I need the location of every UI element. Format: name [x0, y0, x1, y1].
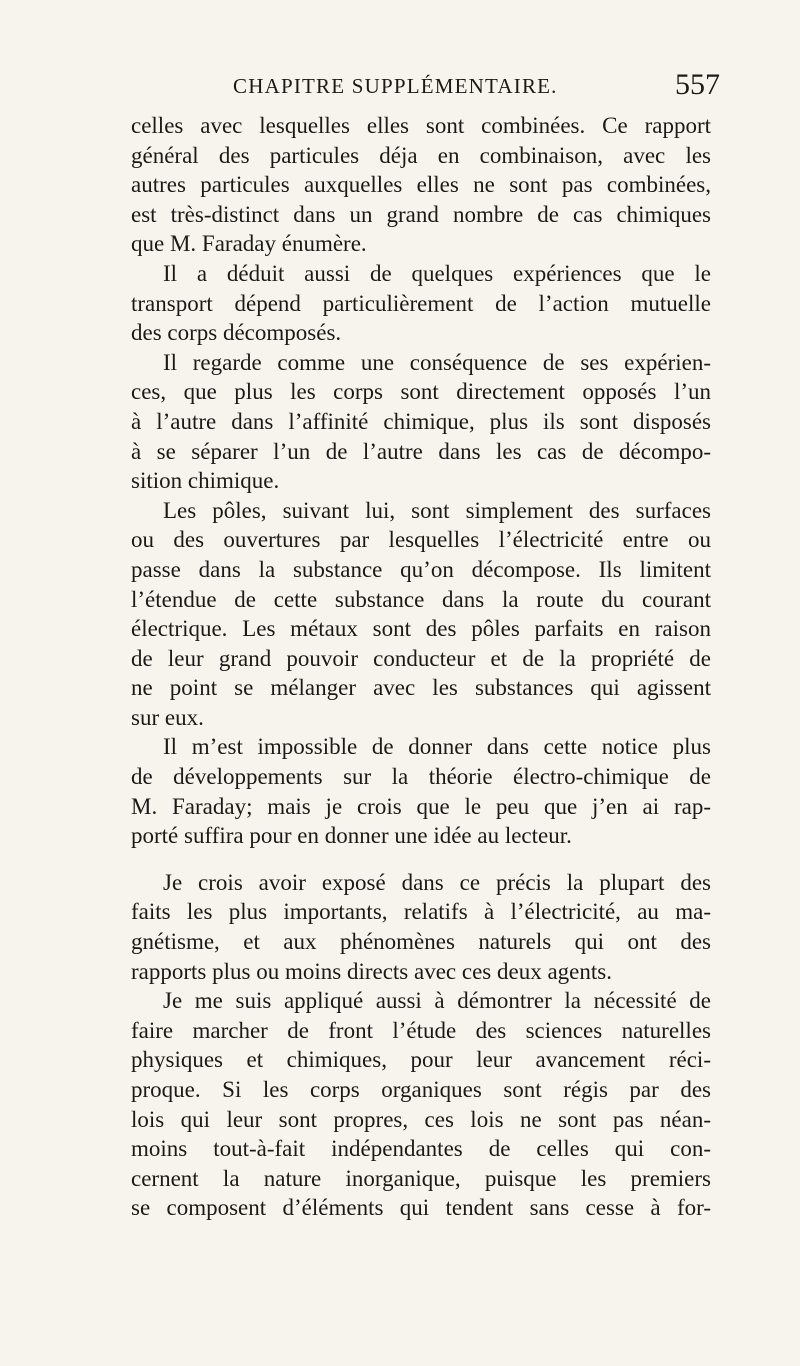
page-header — [130, 68, 720, 108]
text-line: Il a déduit aussi de quelques expériences que le — [163, 260, 711, 286]
text-line: passe dans la substance qu’on décompose. Ils limitent — [131, 556, 711, 582]
text-line: Je crois avoir exposé dans ce précis la plupart des — [163, 869, 711, 895]
text-line: ne point se mélanger avec les substances qui agissent — [131, 675, 711, 701]
text-line: autres particules auxquelles elles ne sont pas combinées, — [131, 172, 711, 198]
text-line: faire marcher de front l’étude des sciences naturelles — [131, 1017, 711, 1043]
body-text — [131, 111, 711, 1223]
paragraph — [131, 259, 711, 348]
running-head: CHAPITRE SUPPLÉMENTAIRE. — [233, 74, 558, 98]
paragraph — [131, 111, 711, 259]
text-line: rapports plus ou moins directs avec ces deux agents. — [131, 958, 612, 984]
text-line: à se séparer l’un de l’autre dans les cas de décompo- — [131, 438, 711, 464]
paragraph — [131, 496, 711, 733]
text-line: celles avec lesquelles elles sont combinées. Ce rapport — [131, 113, 711, 138]
text-line: général des particules déja en combinaison, avec les — [131, 142, 711, 168]
text-line: Les pôles, suivant lui, sont simplement des surfaces — [163, 497, 711, 523]
text-line: électrique. Les métaux sont des pôles parfaits en raison — [131, 616, 711, 642]
text-line: de développements sur la théorie électro-chimique de — [131, 764, 711, 790]
paragraph — [131, 868, 711, 986]
text-line: porté suffira pour en donner une idée au lecteur. — [131, 823, 572, 849]
text-line: physiques et chimiques, pour leur avancement réci- — [131, 1047, 711, 1073]
text-line: de leur grand pouvoir conducteur et de la propriété de — [131, 645, 711, 671]
text-line: faits les plus importants, relatifs à l’électricité, au ma- — [131, 899, 711, 925]
text-line: sition chimique. — [131, 468, 280, 494]
text-line: l’étendue de cette substance dans la route du courant — [131, 586, 711, 612]
text-line: sur eux. — [131, 704, 204, 730]
paragraph — [131, 348, 711, 496]
text-line: gnétisme, et aux phénomènes naturels qui ont des — [131, 929, 711, 955]
page-number: 557 — [675, 68, 720, 101]
paragraph — [131, 732, 711, 850]
text-line: Il regarde comme une conséquence de ses expérien- — [163, 349, 711, 375]
text-line: à l’autre dans l’affinité chimique, plus ils sont disposés — [131, 408, 711, 434]
paragraph — [131, 986, 711, 1223]
text-line: M. Faraday; mais je crois que le peu que j’en ai rap- — [131, 793, 711, 819]
text-line: Je me suis appliqué aussi à démontrer la nécessité de — [163, 988, 711, 1014]
text-line: se composent d’éléments qui tendent sans cesse à for- — [131, 1195, 711, 1221]
text-line: que M. Faraday énumère. — [131, 231, 367, 257]
text-line: proque. Si les corps organiques sont régis par des — [131, 1077, 711, 1102]
text-line: est très-distinct dans un grand nombre de cas chimiques — [131, 201, 711, 227]
text-line: ou des ouvertures par lesquelles l’électricité entre ou — [131, 527, 711, 553]
section-gap — [131, 851, 711, 868]
text-line: moins tout-à-fait indépendantes de celles qui con- — [131, 1136, 711, 1162]
text-line: des corps décomposés. — [131, 320, 342, 346]
text-line: cernent la nature inorganique, puisque les premiers — [131, 1165, 711, 1191]
text-line: lois qui leur sont propres, ces lois ne sont pas néan- — [131, 1106, 711, 1132]
text-line: ces, que plus les corps sont directement opposés l’un — [131, 379, 711, 405]
text-line: transport dépend particulièrement de l’action mutuelle — [131, 290, 711, 316]
text-line: Il m’est impossible de donner dans cette notice plus — [163, 734, 711, 760]
